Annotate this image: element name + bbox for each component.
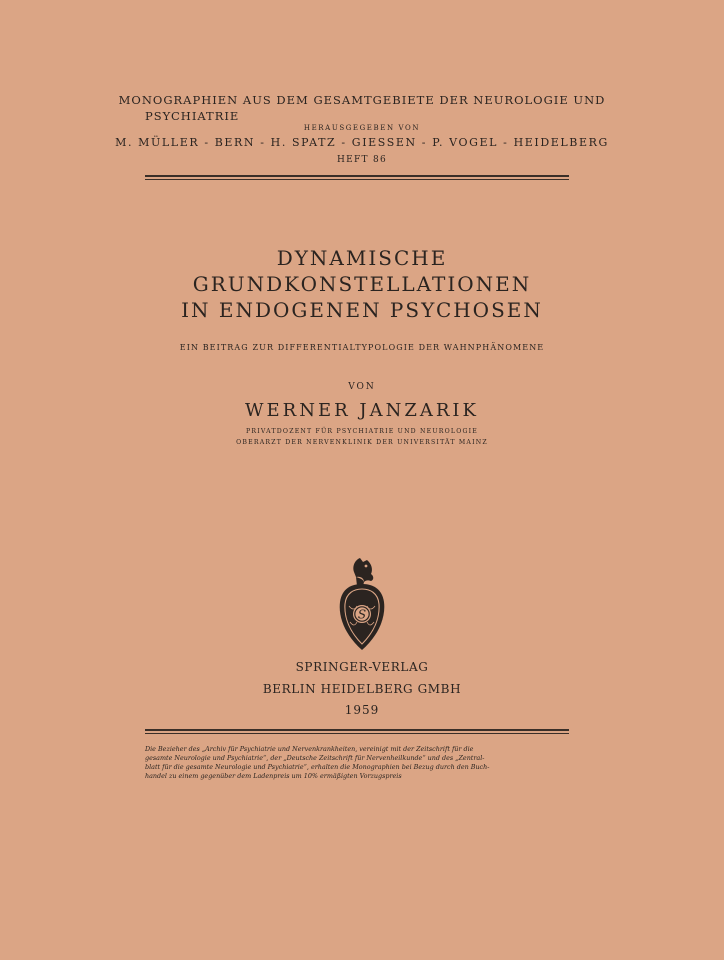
notice-line: handel zu einem gegenüber dem Ladenpreis um 10% ermäßigten Vorzugspreis [145, 772, 402, 780]
publisher-name: SPRINGER-VERLAG [295, 660, 429, 674]
series-title: MONOGRAPHIEN AUS DEM GESAMTGEBIETE DER NEUROLOGIE UND [118, 93, 606, 107]
author-affiliation-1: PRIVATDOZENT FÜR PSYCHIATRIE UND NEUROLOGIE [246, 428, 478, 435]
logo-letter: S [357, 607, 367, 622]
series-title-continued: PSYCHIATRIE [145, 109, 240, 123]
publisher-city: BERLIN HEIDELBERG GMBH [262, 682, 462, 696]
springer-knight-icon [322, 556, 402, 654]
top-divider [145, 175, 569, 180]
bottom-divider [145, 729, 569, 734]
by-label: VON [348, 382, 376, 392]
editors-list: M. MÜLLER - BERN - H. SPATZ - GIESSEN - P. VOGEL - HEIDELBERG [115, 136, 609, 149]
publication-year: 1959 [344, 703, 380, 717]
author-affiliation-2: OBERARZT DER NERVENKLINIK DER UNIVERSITÄT MAINZ [236, 439, 488, 446]
notice-line: blatt für die gesamte Neurologie und Psychiatrie“, erhalten die Monographien bei Bezug durch den Buch- [145, 763, 490, 771]
book-title-line-1: DYNAMISCHE [276, 246, 448, 270]
subscriber-notice [145, 745, 569, 781]
book-title-line-2: GRUNDKONSTELLATIONEN [192, 272, 532, 296]
book-title-line-3: IN ENDOGENEN PSYCHOSEN [181, 298, 543, 322]
author-name: WERNER JANZARIK [245, 400, 479, 421]
notice-line: Die Bezieher des „Archiv für Psychiatrie und Nervenkrankheiten, vereinigt mit der Zeitschrift für die [145, 745, 474, 753]
editors-label: HERAUSGEGEBEN VON [303, 124, 421, 132]
notice-line: gesamte Neurologie und Psychiatrie“, der „Deutsche Zeitschrift für Nervenheilkunde“ und des „Zentral- [145, 754, 485, 762]
volume-number: HEFT 86 [336, 155, 388, 165]
book-subtitle: EIN BEITRAG ZUR DIFFERENTIALTYPOLOGIE DER WAHNPHÄNOMENE [179, 343, 545, 352]
